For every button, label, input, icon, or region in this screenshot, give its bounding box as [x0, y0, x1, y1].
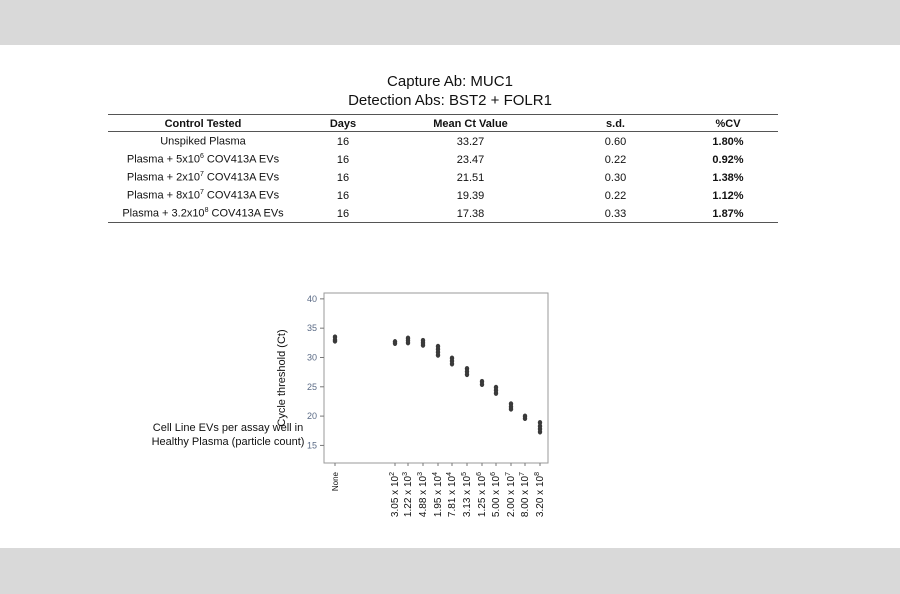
data-point — [509, 406, 513, 411]
cell-days: 16 — [336, 135, 350, 148]
x-axis-caption-line2: Healthy Plasma (particle count) — [151, 436, 305, 448]
y-tick-label-25: 25 — [306, 381, 317, 392]
cell-days: 16 — [336, 153, 350, 166]
data-point — [436, 353, 440, 358]
data-point — [538, 429, 542, 434]
column-header-days: Days — [298, 115, 388, 132]
y-tick-label-35: 35 — [306, 323, 317, 334]
x-tick-label: 3.13 x $10^5$ — [461, 472, 473, 518]
cell-days: 16 — [336, 171, 350, 184]
x-tick-label: 3.20 x $10^8$ — [534, 472, 546, 518]
data-point — [494, 391, 498, 396]
plot-frame — [324, 293, 548, 463]
cell-days: 16 — [298, 204, 388, 223]
data-point — [480, 382, 484, 387]
cell-sd: 0.60 — [604, 135, 627, 148]
cell-sd: 0.33 — [553, 204, 678, 223]
x-tick-label: 7.81 x $10^4$ — [446, 472, 458, 518]
x-axis-caption — [128, 421, 328, 449]
x-tick-label: 1.25 x $10^6$ — [476, 472, 488, 518]
column-header-control: Control Tested — [108, 115, 298, 132]
data-point — [465, 372, 469, 377]
cell-control: Plasma + $8x10^7$ COV413A EVs — [126, 189, 280, 202]
x-axis-caption-line1: Cell Line EVs per assay well in — [152, 422, 304, 434]
data-point — [393, 341, 397, 346]
x-tick-label: 2.00 x $10^7$ — [505, 472, 517, 518]
cell-control: Plasma + $2x10^7$ COV413A EVs — [126, 171, 280, 184]
cell-sd: 0.22 — [604, 153, 627, 166]
cell-control: Plasma + $5x10^6$ COV413A EVs — [126, 153, 280, 166]
y-tick-label-40: 40 — [306, 293, 317, 304]
column-header-cv: %CV — [678, 115, 778, 132]
data-point — [333, 338, 337, 343]
x-tick-label: 1.22 x $10^3$ — [402, 472, 414, 518]
data-point — [421, 343, 425, 348]
x-tick-label: 5.00 x $10^6$ — [490, 472, 502, 518]
cell-control: Unspiked Plasma — [160, 135, 246, 148]
data-point — [450, 361, 454, 366]
column-header-mean: Mean Ct Value — [388, 115, 553, 132]
y-tick-label-30: 30 — [306, 352, 317, 363]
chart-title-detection: Detection Abs: BST2 + FOLR1 — [348, 92, 552, 109]
data-point — [406, 340, 410, 345]
cell-control: Plasma + $3.2x10^8$ COV413A EVs — [108, 204, 298, 223]
cell-mean: 19.39 — [456, 189, 485, 202]
cell-cv: 1.12% — [712, 189, 744, 202]
y-tick-label-20: 20 — [306, 411, 317, 422]
cell-cv: 1.87% — [678, 204, 778, 223]
cell-mean: 33.27 — [456, 135, 485, 148]
cell-cv: 1.80% — [712, 135, 744, 148]
data-point — [523, 416, 527, 421]
chart-title-capture: Capture Ab: MUC1 — [387, 73, 513, 90]
y-tick-label-15: 15 — [306, 440, 317, 451]
cell-sd: 0.22 — [604, 189, 627, 202]
y-axis-label: Cycle threshold (Ct) — [276, 329, 288, 427]
x-tick-label: 4.88 x $10^3$ — [417, 472, 429, 518]
x-tick-label: 8.00 x $10^7$ — [519, 472, 531, 518]
cell-mean: 23.47 — [456, 153, 485, 166]
x-tick-label: 1.95 x $10^4$ — [432, 472, 444, 518]
cell-mean: 17.38 — [388, 204, 553, 223]
cell-sd: 0.30 — [604, 171, 627, 184]
cell-cv: 0.92% — [712, 153, 744, 166]
x-tick-label: None — [331, 472, 340, 492]
column-header-sd: s.d. — [553, 115, 678, 132]
x-tick-label: 3.05 x $10^2$ — [389, 472, 401, 518]
cell-cv: 1.38% — [712, 171, 744, 184]
cell-mean: 21.51 — [456, 171, 485, 184]
cell-days: 16 — [336, 189, 350, 202]
